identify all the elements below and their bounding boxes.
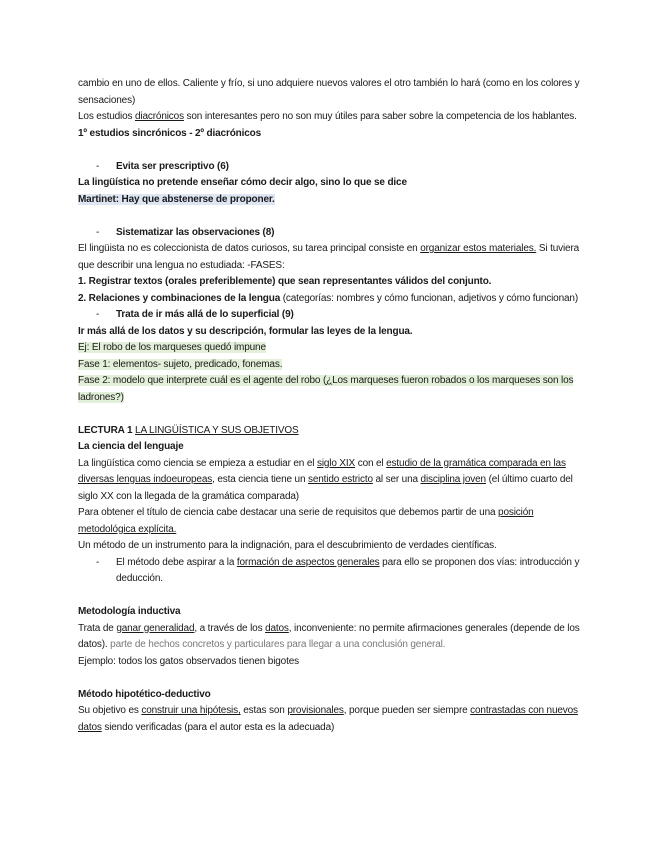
bullet-metodo-aspirar: - El método debe aspirar a la formación de aspectos generales para ello se proponen dos vías: introducción y deducción. xyxy=(96,556,580,584)
subheading-hipotetico-deductivo: Método hipotético-deductivo xyxy=(78,688,211,700)
paragraph-ganar-generalidad: Trata de ganar generalidad, a través de los datos, inconveniente: no permite afirmaciones generales (depende de los datos). parte de hechos concretos y particulares para llegar a una conclusión general. xyxy=(78,622,580,650)
bullet-sistematizar: - Sistematizar las observaciones (8) xyxy=(96,226,275,238)
paragraph-fase-1-elementos: Fase 1: elementos- sujeto, predicado, fonemas. xyxy=(78,358,283,370)
subheading-metodologia-inductiva: Metodología inductiva xyxy=(78,606,181,617)
paragraph-ejemplo-gatos: Ejemplo: todos los gatos observados tienen bigotes xyxy=(78,655,299,667)
paragraph-fase-2-modelo: Fase 2: modelo que interprete cuál es el agente del robo (¿Los marqueses fueron robados o los marqueses son los ladrones?) xyxy=(78,375,574,403)
paragraph-caliente-frio: cambio en uno de ellos. Caliente y frío, si uno adquiere nuevos valores el otro también lo hará (como en los colores y sensaciones) xyxy=(78,78,580,106)
paragraph-linguistica-ciencia: La lingüística como ciencia se empieza a estudiar en el siglo XIX con el estudio de la gramática comparada en las diversas lenguas indoeuropeas, esta ciencia tiene un sentido estricto al ser una disciplina joven (el último cuarto del siglo XX con la llegada de la gramática comparada) xyxy=(78,457,573,502)
bullet-prescriptivo: - Evita ser prescriptivo (6) xyxy=(96,160,229,172)
paragraph-fase-2-relaciones: 2. Relaciones y combinaciones de la lengua (categorías: nombres y cómo funcionan, adjetivos y cómo funcionan) xyxy=(78,292,578,304)
bullet-superficial: - Trata de ir más allá de lo superficial (9) xyxy=(96,309,294,320)
paragraph-construir-hipotesis: Su objetivo es construir una hipótesis, estas son provisionales, porque pueden ser siempre contrastadas con nuevos datos siendo verificadas (para el autor esta es la adecuada) xyxy=(78,705,578,733)
paragraph-ejemplo-robo: Ej: El robo de los marqueses quedó impune xyxy=(78,342,266,353)
paragraph-mas-alla: Ir más allá de los datos y su descripción, formular las leyes de la lengua. xyxy=(78,325,413,337)
paragraph-fase-1-registrar: 1. Registrar textos (orales preferiblemente) que sean representantes válidos del conjunto. xyxy=(78,276,492,287)
subheading-ciencia-lenguaje: La ciencia del lenguaje xyxy=(78,441,184,452)
paragraph-estudios-diacronicos: Los estudios diacrónicos son interesantes pero no son muy útiles para saber sobre la competencia de los hablantes. 1º estudios sincrónicos - 2º diacrónicos xyxy=(78,111,577,139)
paragraph-coleccionista: El lingüista no es coleccionista de datos curiosos, su tarea principal consiste en organizar estos materiales. Si tuviera que describir una lengua no estudiada: -FASES: xyxy=(78,243,580,271)
paragraph-linguistica-no-pretende: La lingüística no pretende enseñar cómo decir algo, sino lo que se dice xyxy=(78,177,407,188)
paragraph-metodo-instrumento: Un método de un instrumento para la indignación, para el descubrimiento de verdades científicas. xyxy=(78,540,497,551)
paragraph-titulo-ciencia: Para obtener el título de ciencia cabe destacar una serie de requisitos que debemos partir de una posición metodológica explícita. xyxy=(78,507,534,535)
document-page xyxy=(78,76,588,736)
paragraph-martinet: Martinet: Hay que abstenerse de proponer. xyxy=(78,193,275,205)
section-heading-lectura-1: LECTURA 1 LA LINGÜÍSTICA Y SUS OBJETIVOS xyxy=(78,424,299,436)
